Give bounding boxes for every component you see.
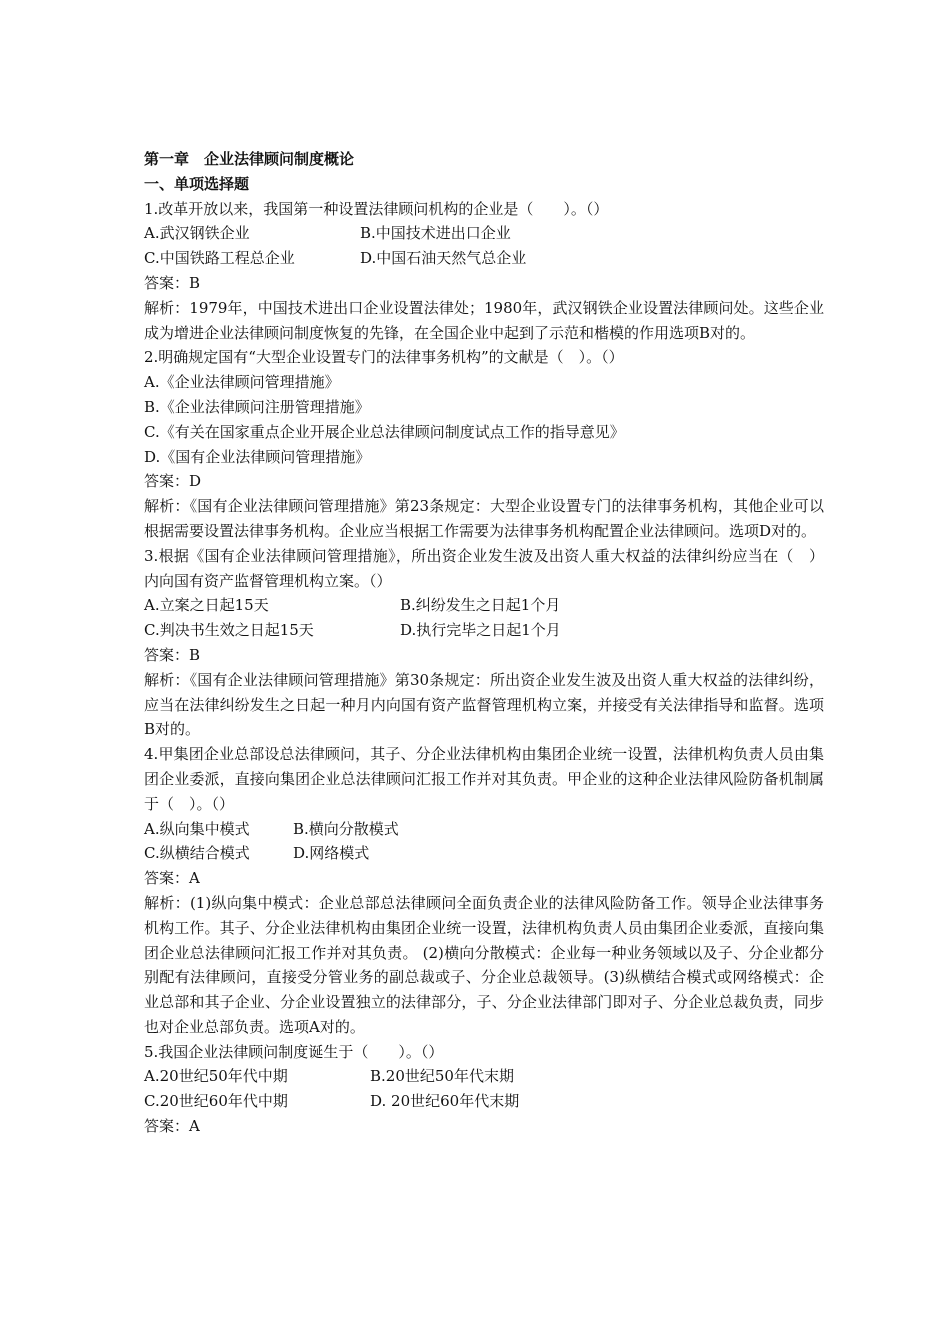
question-stem: 2.明确规定国有“大型企业设置专门的法律事务机构”的文献是（ ）。（） [144, 348, 624, 367]
option-b: B.纠纷发生之日起1个月 [400, 596, 561, 615]
answer: 答案：D [144, 472, 202, 491]
option-row [144, 246, 824, 271]
option-d: D. 20世纪60年代末期 [370, 1092, 520, 1111]
option-d: D.网络模式 [293, 844, 370, 863]
option-c: C.纵横结合模式 [144, 844, 250, 863]
answer: 答案：B [144, 645, 201, 664]
chapter-title: 第一章 企业法律顾问制度概论 [144, 150, 355, 168]
option-b: B.《企业法律顾问注册管理措施》 [144, 397, 370, 416]
answer: 答案：A [144, 869, 200, 888]
option-c: C.《有关在国家重点企业开展企业总法律顾问制度试点工作的指导意见》 [144, 422, 625, 441]
option-row [144, 1064, 824, 1089]
question-3 [144, 544, 824, 742]
option-b: B.横向分散模式 [293, 819, 399, 838]
option-a: A.武汉钢铁企业 [144, 224, 250, 243]
option-c: C.20世纪60年代中期 [144, 1092, 288, 1111]
question-2 [144, 345, 824, 543]
answer: 答案：A [144, 1117, 200, 1136]
option-a: A.立案之日起15天 [144, 596, 269, 615]
option-row [144, 1089, 824, 1114]
option-b: B.20世纪50年代末期 [370, 1067, 514, 1086]
analysis: 解析：《国有企业法律顾问管理措施》第23条规定：大型企业设置专门的法律事务机构，其他企业可以根据需要设置法律事务机构。企业应当根据工作需要为法律事务机构配置企业法律顾问。选项D对的。 [144, 497, 824, 540]
option-row [144, 593, 824, 618]
answer: 答案：B [144, 273, 201, 292]
analysis: 解析：(1)纵向集中模式：企业总部总法律顾问全面负责企业的法律风险防备工作。领导企业法律事务机构工作。其子、分企业法律机构由集团企业统一设置，法律机构负责人员由集团企业委派，直接向集团企业总法律顾问汇报工作并对其负责。 (2)横向分散模式：企业每一种业务领域以及子、分企业都分别配有法律顾问，直接受分管业务的副总裁或子、分企业总裁领导。(3)纵横结合模式或网络模式：企业总部和其子企业、分企业设置独立的法律部分，子、分企业法律部门即对子、分企业总裁负责，同步也对企业总部负责。选项A对的。 [144, 893, 824, 1036]
question-stem: 4.甲集团企业总部设总法律顾问，其子、分企业法律机构由集团企业统一设置，法律机构负责人员由集团企业委派，直接向集团企业总法律顾问汇报工作并对其负责。甲企业的这种企业法律风险防备机制属于（ ）。（） [144, 745, 824, 813]
option-a: A.纵向集中模式 [144, 819, 250, 838]
option-b: B.中国技术进出口企业 [360, 224, 511, 243]
option-row [144, 618, 824, 643]
option-row [144, 841, 824, 866]
question-1 [144, 197, 824, 346]
option-row [144, 817, 824, 842]
option-c: C.中国铁路工程总企业 [144, 249, 295, 268]
document-page [144, 147, 824, 1139]
question-stem: 5.我国企业法律顾问制度诞生于（ ）。（） [144, 1042, 444, 1061]
analysis: 解析：《国有企业法律顾问管理措施》第30条规定：所出资企业发生波及出资人重大权益的法律纠纷，应当在法律纠纷发生之日起一种月内向国有资产监督管理机构立案，并接受有关法律指导和监督。选项B对的。 [144, 670, 824, 739]
option-d: D.《国有企业法律顾问管理措施》 [144, 447, 371, 466]
option-row [144, 221, 824, 246]
option-d: D.执行完毕之日起1个月 [400, 621, 561, 640]
question-stem: 3.根据《国有企业法律顾问管理措施》，所出资企业发生波及出资人重大权益的法律纠纷应当在（ ）内向国有资产监督管理机构立案。（） [144, 546, 824, 590]
option-d: D.中国石油天然气总企业 [360, 249, 527, 268]
question-5 [144, 1040, 824, 1139]
option-a: A.《企业法律顾问管理措施》 [144, 373, 340, 392]
question-stem: 1.改革开放以来，我国第一种设置法律顾问机构的企业是（ ）。（） [144, 199, 609, 218]
question-4 [144, 742, 824, 1040]
option-c: C.判决书生效之日起15天 [144, 621, 314, 640]
section-title: 一、单项选择题 [144, 174, 250, 193]
option-a: A.20世纪50年代中期 [144, 1067, 288, 1086]
analysis: 解析：1979年，中国技术进出口企业设置法律处；1980年，武汉钢铁企业设置法律顾问处。这些企业成为增进企业法律顾问制度恢复的先锋，在全国企业中起到了示范和楷模的作用选项B对的。 [144, 298, 824, 342]
